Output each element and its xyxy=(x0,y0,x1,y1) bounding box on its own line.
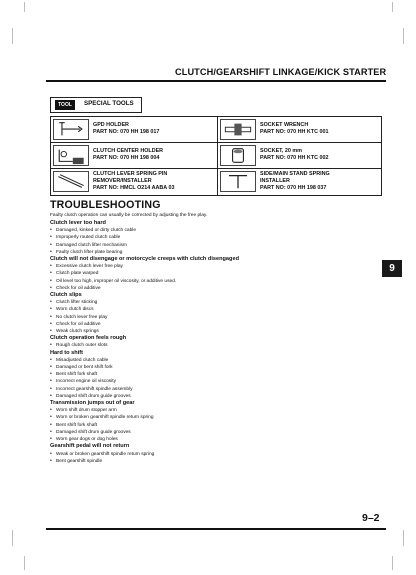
list-item: • Clutch lifter sticking xyxy=(50,299,350,306)
list-item: • Clutch plate warped xyxy=(50,270,350,277)
crop-mark xyxy=(12,530,13,546)
header-rule xyxy=(46,80,386,82)
list-item: • Check for oil additive xyxy=(50,321,350,328)
list-item: • Worn shift drum stopper arm xyxy=(50,407,350,414)
socket-wrench-icon xyxy=(220,119,256,140)
list-item: • Excessive clutch lever free play xyxy=(50,263,350,270)
list-item: • Incorrect gearshift spindle assembly xyxy=(50,386,350,393)
list-item: • Worn or broken gearshift spindle return spring xyxy=(50,414,350,421)
crop-mark xyxy=(403,28,404,44)
clutch-center-holder-icon xyxy=(53,145,89,166)
special-tools-label: SPECIAL TOOLS xyxy=(84,100,134,107)
tool-name: SOCKET, 20 mm xyxy=(260,148,302,154)
tool-name: GPD HOLDER xyxy=(93,122,129,128)
special-tools-tab xyxy=(50,97,142,113)
list-item: • Oil level too high, improper oil viscosity, or additive used. xyxy=(50,278,350,285)
subheading: Clutch slips xyxy=(50,292,82,299)
list-item: • Improperly routed clutch cable xyxy=(50,234,350,241)
chapter-tab: 9 xyxy=(382,260,402,277)
tool-part-number: PART NO: 070 HH 198 037 xyxy=(260,185,327,191)
subheading: Clutch will not disengage or motorcycle creeps with clutch disengaged xyxy=(50,256,239,263)
troubleshooting-list xyxy=(50,212,350,465)
gpd-holder-icon xyxy=(53,119,89,140)
subheading: Transmission jumps out of gear xyxy=(50,400,135,407)
tool-cell-socket-20mm xyxy=(218,143,382,168)
subheading: Hard to shift xyxy=(50,349,83,356)
page-header-title: CLUTCH/GEARSHIFT LINKAGE/KICK STARTER xyxy=(175,67,387,77)
crop-mark xyxy=(24,556,25,570)
list-item: • Weak clutch springs xyxy=(50,328,350,335)
subheading: Clutch lever too hard xyxy=(50,220,106,226)
list-item: • Check for oil additive xyxy=(50,285,350,292)
spring-pin-remover-icon xyxy=(53,171,89,192)
footer-rule xyxy=(46,528,386,530)
list-item: • Bent gearshift spindle xyxy=(50,458,350,465)
troubleshooting-title: TROUBLESHOOTING xyxy=(50,199,161,211)
tool-name: SOCKET WRENCH xyxy=(260,122,309,128)
list-item: • Damaged shift drum guide grooves xyxy=(50,429,350,436)
list-item: • No clutch lever free play xyxy=(50,314,350,321)
list-item: • Bent shift fork shaft xyxy=(50,371,350,378)
crop-mark xyxy=(12,28,13,44)
crop-mark xyxy=(403,530,404,546)
list-item: • Worn gear dogs or dog holes xyxy=(50,436,350,443)
tool-name: SIDE/MAIN STAND SPRING xyxy=(260,171,330,177)
subheading: Gearshift pedal will not return xyxy=(50,443,130,450)
tool-part-number: PART NO: 070 HH 198 017 xyxy=(93,129,160,135)
list-item: • Damaged shift drum guide grooves xyxy=(50,393,350,400)
tool-cell-stand-spring-installer xyxy=(218,169,382,195)
crop-mark xyxy=(392,556,393,570)
list-item: • Damaged, kinked or dirty clutch cable xyxy=(50,227,350,234)
tool-name-line2: INSTALLER xyxy=(260,178,290,184)
tool-name: CLUTCH LEVER SPRING PIN xyxy=(93,171,168,177)
tool-part-number: PART NO: HMCL O214 AABA 03 xyxy=(93,185,175,191)
tool-cell-spring-pin-remover xyxy=(51,169,217,195)
stand-spring-installer-icon xyxy=(220,171,256,192)
list-item: • Damaged or bent shift fork xyxy=(50,364,350,371)
tool-part-number: PART NO: 070 HH KTC 002 xyxy=(260,155,329,161)
tool-cell-socket-wrench xyxy=(218,117,382,142)
socket-20mm-icon xyxy=(220,145,256,166)
tool-part-number: PART NO: 070 HH KTC 001 xyxy=(260,129,329,135)
toolbox-icon: TOOL xyxy=(55,100,75,110)
list-item: • Weak or broken gearshift spindle return spring xyxy=(50,451,350,458)
list-item: • Faulty clutch lifter plate bearing xyxy=(50,249,350,256)
troubleshooting-intro: Faulty clutch operation can usually be corrected by adjusting the free play. xyxy=(50,213,208,218)
tool-cell-gpd-holder xyxy=(51,117,217,142)
subheading: Clutch operation feels rough xyxy=(50,335,127,342)
list-item: • Damaged clutch lifter mechanism xyxy=(50,242,350,249)
list-item: • Bent shift fork shaft xyxy=(50,422,350,429)
tool-name-line2: REMOVER/INSTALLER xyxy=(93,178,152,184)
list-item: • Incorrect engine oil viscosity xyxy=(50,378,350,385)
special-tools-table xyxy=(50,116,382,196)
list-item: • Misadjusted clutch cable xyxy=(50,357,350,364)
tool-part-number: PART NO: 070 HH 198 004 xyxy=(93,155,160,161)
list-item: • Worn clutch discs xyxy=(50,306,350,313)
list-item: • Rough clutch outer slots xyxy=(50,342,350,349)
tool-cell-clutch-center-holder xyxy=(51,143,217,168)
tool-name: CLUTCH CENTER HOLDER xyxy=(93,148,164,154)
page-number: 9–2 xyxy=(362,512,380,524)
crop-mark xyxy=(392,2,393,12)
crop-mark xyxy=(24,2,25,12)
